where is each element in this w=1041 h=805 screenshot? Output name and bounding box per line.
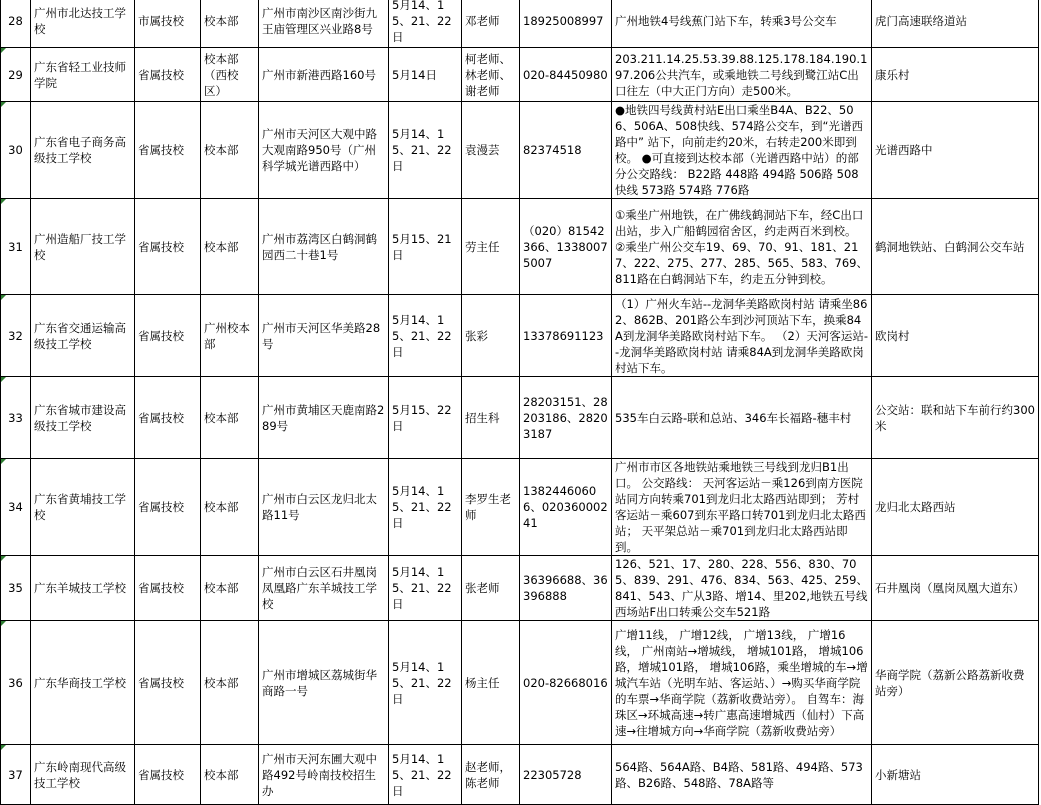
school-name-cell[interactable]: 广东华商技工学校 <box>31 621 135 745</box>
date-cell[interactable]: 5月15、21日 <box>389 199 462 295</box>
campus-cell[interactable]: 校本部 <box>201 102 259 199</box>
date-cell[interactable]: 5月14、15、21、22日 <box>389 621 462 745</box>
campus-cell[interactable]: 校本部 <box>201 745 259 805</box>
address-cell[interactable]: 广州市黄埔区天鹿南路289号 <box>259 377 389 459</box>
stop-cell[interactable]: 光谱西路中 <box>872 102 1039 199</box>
stop-cell[interactable]: 华商学院（荔新公路荔新收费站旁） <box>872 621 1039 745</box>
date-cell[interactable]: 5月14、15、21、22日 <box>389 295 462 377</box>
phone-cell[interactable]: 82374518 <box>520 102 612 199</box>
route-cell[interactable]: 广州地铁4号线蕉门站下车，转乘3号公交车 <box>612 0 872 48</box>
row-number: 34 <box>1 459 31 556</box>
phone-cell[interactable]: 020-84450980 <box>520 48 612 102</box>
date-cell[interactable]: 5月14、15、21、22日 <box>389 102 462 199</box>
stop-cell[interactable]: 鹤洞地铁站、白鹤洞公交车站 <box>872 199 1039 295</box>
row-number: 30 <box>1 102 31 199</box>
contact-cell[interactable]: 邓老师 <box>462 0 520 48</box>
date-cell[interactable]: 5月14、15、21、22日 <box>389 745 462 805</box>
table-row[interactable] <box>1 459 1039 556</box>
table-row[interactable] <box>1 295 1039 377</box>
date-cell[interactable]: 5月15、22日 <box>389 377 462 459</box>
contact-cell[interactable]: 张老师 <box>462 556 520 621</box>
stop-cell[interactable]: 康乐村 <box>872 48 1039 102</box>
table-row[interactable] <box>1 199 1039 295</box>
school-type-cell[interactable]: 省属技校 <box>135 377 201 459</box>
row-number: 36 <box>1 621 31 745</box>
phone-cell[interactable]: 020-82668016 <box>520 621 612 745</box>
row-number: 29 <box>1 48 31 102</box>
table-row[interactable] <box>1 0 1039 48</box>
phone-cell[interactable]: 18925008997 <box>520 0 612 48</box>
campus-cell[interactable]: 校本部 <box>201 377 259 459</box>
table-row[interactable] <box>1 102 1039 199</box>
campus-cell[interactable]: 校本部 <box>201 621 259 745</box>
contact-cell[interactable]: 张彩 <box>462 295 520 377</box>
route-cell[interactable]: 广增11线， 广增12线， 广增13线， 广增16线， 广州南站→增城线， 增城101路， 增城106路，增城101路， 增城106路，乘坐增城的车→增城汽车站（光明车站、客运站、）→购买华商学院的车票→华商学院（荔新收费站旁）。 自驾车：海珠区→环城高速→转广惠高速增城西（仙村）下高速→往增城方向→华商学院（荔新收费站旁） <box>612 621 872 745</box>
school-type-cell[interactable]: 省属技校 <box>135 199 201 295</box>
phone-cell[interactable]: 22305728 <box>520 745 612 805</box>
phone-cell[interactable]: 36396688、36396888 <box>520 556 612 621</box>
route-cell[interactable]: （1）广州火车站--龙洞华美路欧岗村站 请乘坐862、862B、201路公车到沙河顶站下车，换乘84A到龙洞华美路欧岗村站下车。 （2）天河客运站--龙洞华美路欧岗村站 请乘84A到龙洞华美路欧岗村站下车。 <box>612 295 872 377</box>
table-row[interactable] <box>1 621 1039 745</box>
route-cell[interactable]: 广州市市区各地铁站乘地铁三号线到龙归B1出口。 公交路线： 天河客运站－乘126到南方医院站同方向转乘701到龙归北太路西站即到； 芳村客运站－乘607到东平路口转701到龙归北太路西站； 天平架总站－乘701到龙归北太路西站即到。 <box>612 459 872 556</box>
address-cell[interactable]: 广州市天河东圃大观中路492号岭南技校招生办 <box>259 745 389 805</box>
address-cell[interactable]: 广州市荔湾区白鹤洞鹤园西二十巷1号 <box>259 199 389 295</box>
row-number: 31 <box>1 199 31 295</box>
school-type-cell[interactable]: 省属技校 <box>135 295 201 377</box>
table-row[interactable] <box>1 377 1039 459</box>
school-type-cell[interactable]: 省属技校 <box>135 459 201 556</box>
stop-cell[interactable]: 虎门高速联络道站 <box>872 0 1039 48</box>
stop-cell[interactable]: 公交站：联和站下车前行约300米 <box>872 377 1039 459</box>
campus-cell[interactable]: 校本部 <box>201 556 259 621</box>
address-cell[interactable]: 广州市天河区大观中路大观南路950号（广州科学城光谱西路中） <box>259 102 389 199</box>
school-name-cell[interactable]: 广东省黄埔技工学校 <box>31 459 135 556</box>
school-type-cell[interactable]: 省属技校 <box>135 556 201 621</box>
contact-cell[interactable]: 杨主任 <box>462 621 520 745</box>
school-name-cell[interactable]: 广东羊城技工学校 <box>31 556 135 621</box>
contact-cell[interactable]: 招生科 <box>462 377 520 459</box>
route-cell[interactable]: 126、521、17、280、228、556、830、705、839、291、476、834、563、425、259、841、543、广从3路、增14、里202,地铁五号线西场站F出口转乘公交车521路 <box>612 556 872 621</box>
phone-cell[interactable]: 28203151、28203186、28203187 <box>520 377 612 459</box>
school-type-cell[interactable]: 省属技校 <box>135 102 201 199</box>
table-row[interactable] <box>1 745 1039 805</box>
school-name-cell[interactable]: 广东省电子商务高级技工学校 <box>31 102 135 199</box>
address-cell[interactable]: 广州市增城区荔城街华商路一号 <box>259 621 389 745</box>
date-cell[interactable]: 5月14日 <box>389 48 462 102</box>
route-cell[interactable]: 564路、564A路、B4路、581路、494路、573路、B26路、548路、78A路等 <box>612 745 872 805</box>
address-cell[interactable]: 广州市天河区华美路28号 <box>259 295 389 377</box>
school-type-cell[interactable]: 省属技校 <box>135 621 201 745</box>
school-name-cell[interactable]: 广东省城市建设高级技工学校 <box>31 377 135 459</box>
school-name-cell[interactable]: 广州市北达技工学校 <box>31 0 135 48</box>
contact-cell[interactable]: 李罗生老师 <box>462 459 520 556</box>
row-number: 28 <box>1 0 31 48</box>
address-cell[interactable]: 广州市南沙区南沙街九王庙管理区兴业路8号 <box>259 0 389 48</box>
row-number: 33 <box>1 377 31 459</box>
campus-cell[interactable]: 校本部（西校区） <box>201 48 259 102</box>
phone-cell[interactable]: （020）81542366、13380075007 <box>520 199 612 295</box>
campus-cell[interactable]: 校本部 <box>201 459 259 556</box>
contact-cell[interactable]: 赵老师，陈老师 <box>462 745 520 805</box>
campus-cell[interactable]: 校本部 <box>201 199 259 295</box>
school-type-cell[interactable]: 省属技校 <box>135 745 201 805</box>
campus-cell[interactable]: 广州校本部 <box>201 295 259 377</box>
table-row[interactable] <box>1 556 1039 621</box>
contact-cell[interactable]: 劳主任 <box>462 199 520 295</box>
route-cell[interactable]: 203.211.14.25.53.39.88.125.178.184.190.197.206公共汽车，或乘地铁二号线到鹭江站C出口往左（中大正门方向）走500米。 <box>612 48 872 102</box>
school-name-cell[interactable]: 广州造船厂技工学校 <box>31 199 135 295</box>
stop-cell[interactable]: 欧岗村 <box>872 295 1039 377</box>
route-cell[interactable]: 535车白云路-联和总站、346车长福路-穗丰村 <box>612 377 872 459</box>
address-cell[interactable]: 广州市新港西路160号 <box>259 48 389 102</box>
stop-cell[interactable]: 龙归北太路西站 <box>872 459 1039 556</box>
address-cell[interactable]: 广州市白云区龙归北太路11号 <box>259 459 389 556</box>
row-number: 37 <box>1 745 31 805</box>
contact-cell[interactable]: 柯老师、林老师、谢老师 <box>462 48 520 102</box>
phone-cell[interactable]: 13378691123 <box>520 295 612 377</box>
contact-cell[interactable]: 袁漫芸 <box>462 102 520 199</box>
stop-cell[interactable]: 石井凰岗（凰岗凤凰大道东） <box>872 556 1039 621</box>
campus-cell[interactable]: 校本部 <box>201 0 259 48</box>
stop-cell[interactable]: 小新塘站 <box>872 745 1039 805</box>
row-number: 32 <box>1 295 31 377</box>
school-name-cell[interactable]: 广东省轻工业技师学院 <box>31 48 135 102</box>
school-type-cell[interactable]: 省属技校 <box>135 48 201 102</box>
date-cell[interactable]: 5月14、15、21、22日 <box>389 459 462 556</box>
school-name-cell[interactable]: 广东岭南现代高级技工学校 <box>31 745 135 805</box>
address-cell[interactable]: 广州市白云区石井凰岗凤凰路广东羊城技工学校 <box>259 556 389 621</box>
route-cell[interactable]: ●地铁四号线黄村站E出口乘坐B4A、B22、506、506A、508快线、574路公交车，到“光谱西路中” 站下，向前走约20米，右转走200米即到校。 ●可直接到达校本部（光谱西路中站）的部分公交路线： B22路 448路 494路 506路 508快线 573路 574路 776路 <box>612 102 872 199</box>
phone-cell[interactable]: 13824460606、02036000241 <box>520 459 612 556</box>
row-number: 35 <box>1 556 31 621</box>
route-cell[interactable]: ①乘坐广州地铁，在广佛线鹤洞站下车，经C出口出站，步入广船鹤园宿舍区，约走两百米到校。 ②乘坐广州公交车19、69、70、91、181、217、222、275、277、285、565、583、769、811路在白鹤洞站下车，约走五分钟到校。 <box>612 199 872 295</box>
school-type-cell[interactable]: 市属技校 <box>135 0 201 48</box>
table-row[interactable] <box>1 48 1039 102</box>
date-cell[interactable]: 5月14、15、21、22日 <box>389 556 462 621</box>
school-name-cell[interactable]: 广东省交通运输高级技工学校 <box>31 295 135 377</box>
date-cell[interactable]: 5月14、15、21、22日 <box>389 0 462 48</box>
